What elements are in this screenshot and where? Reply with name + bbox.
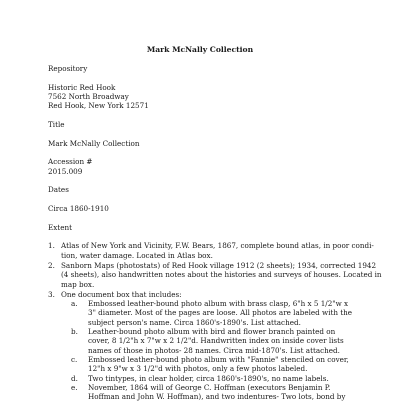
sub-letter: c. (71, 354, 78, 364)
sublist-item (61, 374, 356, 383)
repository-line: 7562 North Broadway (48, 91, 129, 101)
list-item (48, 260, 382, 289)
sub-text: Embossed leather-bound photo album with brass clasp, 6"h x 5 1/2"w x (88, 299, 349, 309)
repository-line: Historic Red Hook (48, 82, 116, 92)
repository-heading: Repository (48, 64, 88, 73)
item-number: 2. (48, 260, 55, 270)
dates-value: Circa 1860-1910 (48, 204, 109, 214)
sub-text: names of those in photos- 28 names. Circa mid-1870's. List attached. (88, 345, 340, 355)
sub-text: Hoffman and John W. Hoffman), and two indentures- Two lots, bond by (88, 392, 346, 402)
list-item (48, 241, 374, 260)
sub-letter: d. (71, 373, 78, 383)
sublist (61, 299, 356, 401)
title-heading: Title (48, 119, 65, 129)
dates-heading: Dates (48, 185, 69, 195)
sublist-item (61, 299, 356, 327)
item-number: 3. (48, 289, 55, 299)
item-text: Sanborn Maps (photostats) of Red Hook village 1912 (2 sheets); 1934, corrected 1942 (61, 260, 377, 270)
sub-letter: a. (71, 299, 78, 309)
sub-text: Two tintypes, in clear holder, circa 1860's-1890's, no name labels. (88, 373, 329, 383)
item-text: Atlas of New York and Vicinity, F.W. Bears, 1867, complete bound atlas, in poor condi- (61, 241, 374, 251)
item-text: One document box that includes: (61, 289, 182, 299)
sub-letter: e. (71, 382, 78, 392)
sub-text: subject person's name. Circa 1860's-1890's. List attached. (88, 317, 301, 327)
sub-text: 3" diameter. Most of the pages are loose. All photos are labeled with the (88, 308, 353, 318)
extent-list (48, 241, 382, 402)
accession-heading: Accession # (48, 157, 93, 167)
item-text: (4 sheets), also handwritten notes about the histories and surveys of houses. Located in (61, 270, 382, 280)
item-text: tion, water damage. Located in Atlas box. (61, 250, 213, 260)
sub-text: Leather-bound photo album with bird and flower branch painted on (88, 327, 336, 337)
sub-text: November, 1864 will of George C. Hoffman (executors Benjamin P. (88, 382, 331, 392)
accession-value: 2015.009 (48, 166, 83, 176)
repository-line: Red Hook, New York 12571 (48, 101, 149, 111)
item-number: 1. (48, 241, 55, 251)
title-value: Mark McNally Collection (48, 138, 140, 148)
document-title: Mark McNally Collection (146, 45, 254, 54)
sublist-item (61, 327, 356, 355)
document-body (48, 64, 382, 402)
sub-text: 12"h x 9"w x 3 1/2"d with photos, only a few photos labeled. (88, 364, 308, 374)
sublist-item (61, 383, 356, 402)
item-text: map box. (61, 279, 95, 289)
list-item (48, 290, 356, 402)
sublist-item (61, 355, 356, 374)
sub-letter: b. (71, 327, 78, 337)
extent-heading: Extent (48, 222, 72, 232)
sub-text: Embossed leather-bound photo album with "Fannie" stenciled on cover, (88, 354, 349, 364)
sub-text: cover, 8 1/2"h x 7"w x 2 1/2"d. Handwritten index on inside cover lists (88, 336, 344, 346)
